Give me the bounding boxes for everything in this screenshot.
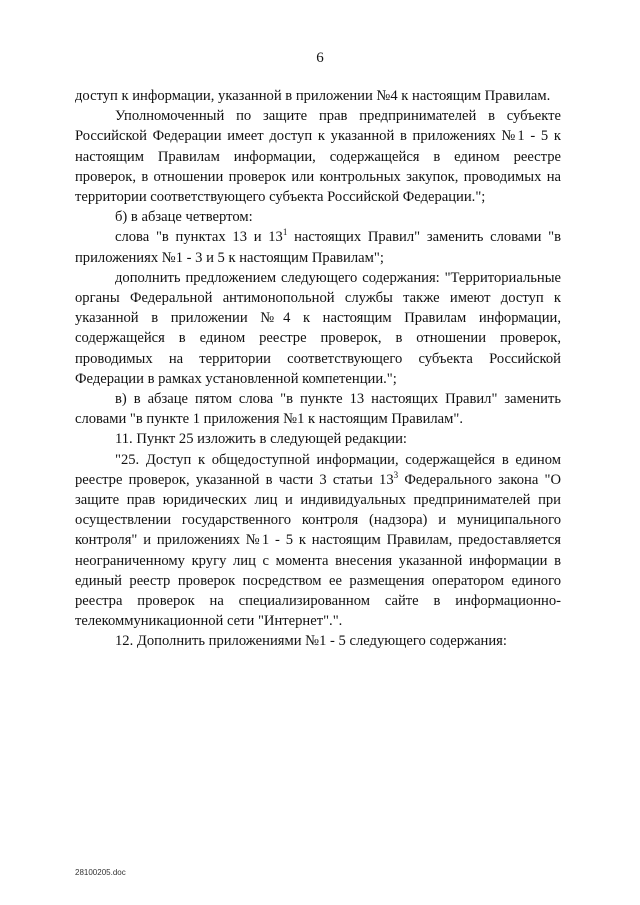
paragraph-item-25-text: [75, 450, 561, 632]
paragraph-ombudsman-access: Уполномоченный по защите прав предпринимателей в субъекте Российской Федерации имеет доступ к указанной в приложениях №1 - 5 к настоящим Правилам информации, содержащейся в едином реестре проверок, в отношении проверок или контрольных закупок, проводимых на территории соответствующего субъекта Российской Федерации.";: [75, 108, 561, 206]
paragraph-fas-access: дополнить предложением следующего содержания: "Территориальные органы Федеральной антимонопольной службы также имеют доступ к указанной в приложении №4 к настоящим Правилам информации, содержащейся в едином реестре проверок, в отношении проверок, проводимых на территории соответствующего субъекта Российской Федерации в рамках установленной компетенции.";: [75, 269, 561, 387]
document-body: [75, 86, 561, 652]
text-run: слова "в пунктах 13 и 13: [115, 229, 283, 246]
text-run: "25. Доступ к общедоступной информации, содержащейся в едином реестре проверок, указанной в части 3 статьи 13: [75, 451, 561, 488]
footer-filename: 28100205.doc: [75, 868, 126, 877]
paragraph-continuation: доступ к информации, указанной в приложении №4 к настоящим Правилам.: [75, 88, 551, 104]
page-number: 6: [316, 50, 324, 66]
paragraph-subitem-b: б) в абзаце четвертом:: [115, 209, 253, 226]
paragraph-item-12: 12. Дополнить приложениями №1 - 5 следующего содержания:: [115, 633, 507, 650]
paragraph-replace-words: [75, 227, 561, 267]
superscript: 3: [393, 470, 399, 480]
superscript: 1: [282, 227, 288, 238]
paragraph-subitem-v: в) в абзаце пятом слова "в пункте 13 настоящих Правил" заменить словами "в пункте 1 приложения №1 к настоящим Правилам".: [75, 391, 561, 428]
text-run: Федерального закона "О защите прав юридических лиц и индивидуальных предпринимателей при осуществлении государственного контроля (надзора) и муниципального контроля" и приложениях №1 - 5 к настоящим Правилам, предоставляется неограниченному кругу лиц с момента внесения указанной информации в единый реестр проверок посредством ее размещения оператором единого реестра проверок на специализированном сайте в информационно-телекоммуникационной сети "Интернет".".: [75, 471, 561, 630]
paragraph-item-11: 11. Пункт 25 изложить в следующей редакции:: [115, 431, 407, 448]
text-run: настоящих Правил" заменить словами "в приложениях №1 - 3 и 5 к настоящим Правилам";: [75, 229, 561, 266]
